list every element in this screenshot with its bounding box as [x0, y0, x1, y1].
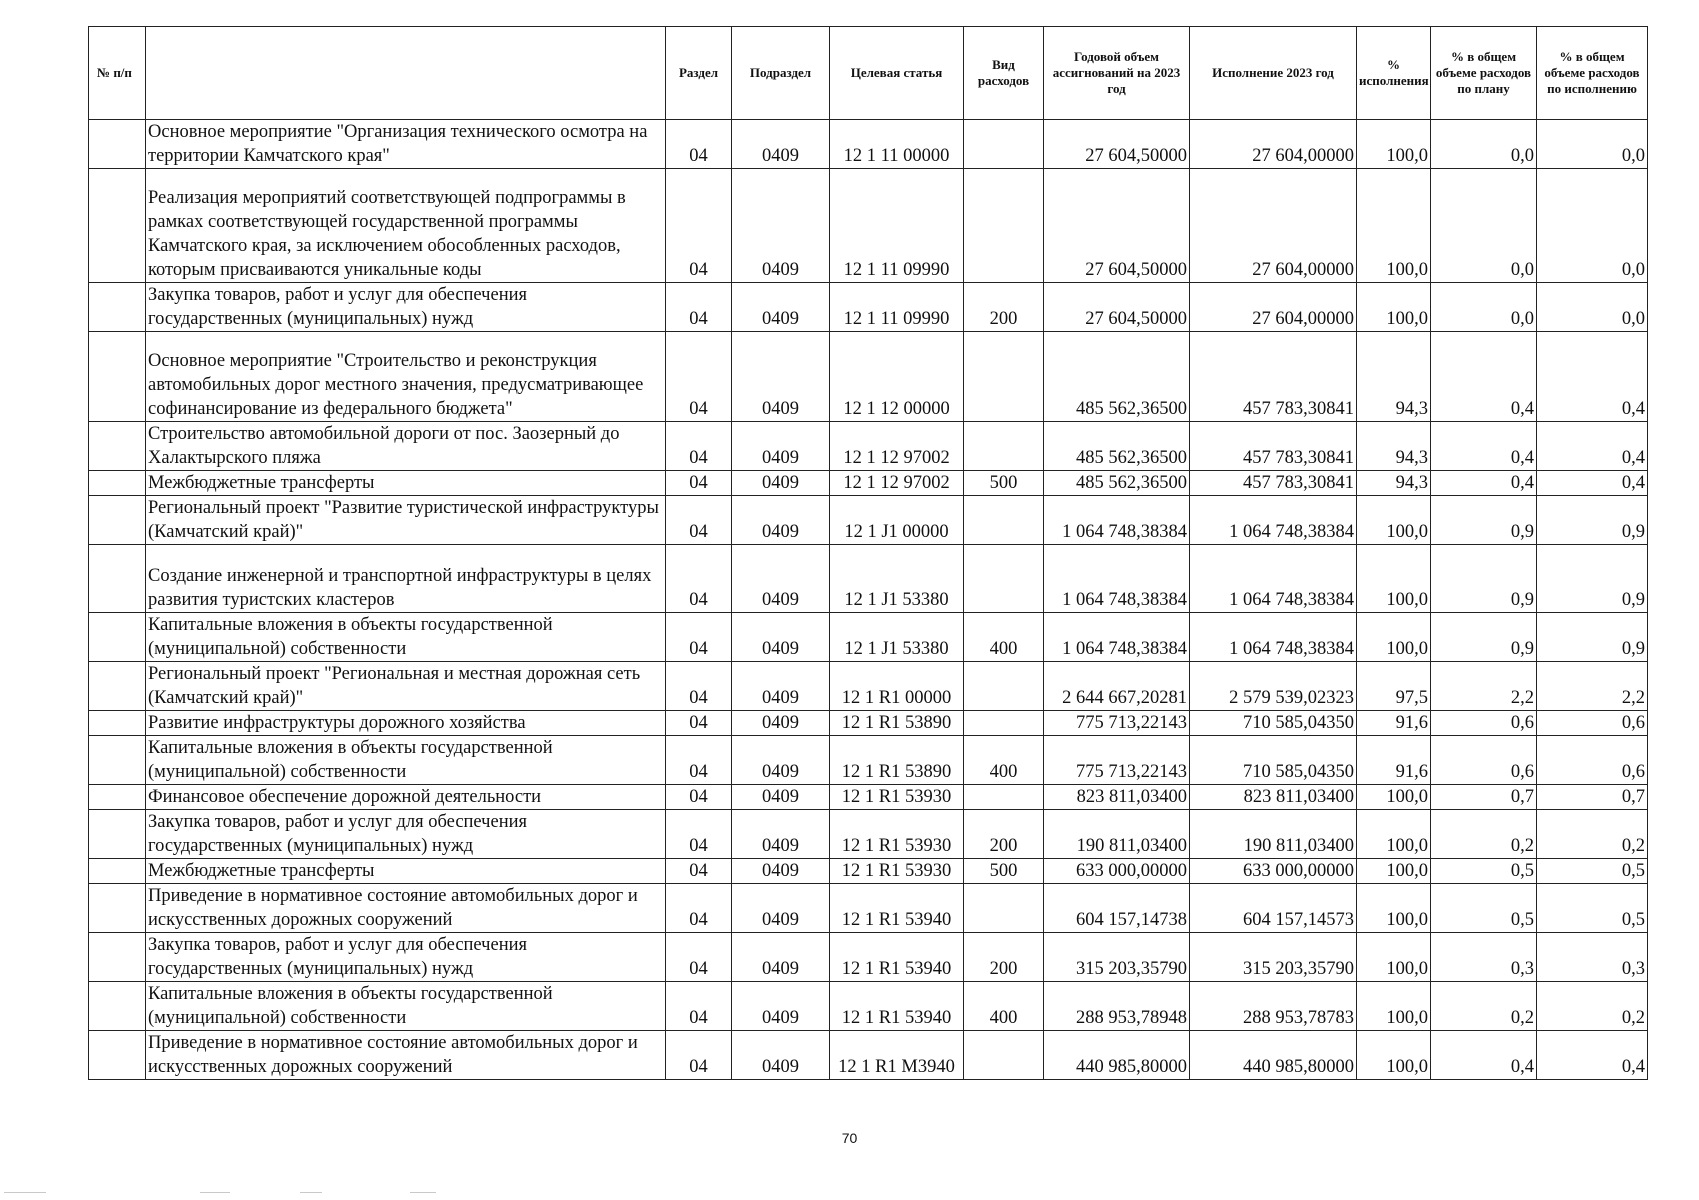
target-article-cell: 12 1 R1 53940	[830, 933, 964, 982]
annual-allocation-cell: 485 562,36500	[1044, 332, 1190, 422]
podrazdel-cell: 0409	[732, 933, 830, 982]
row-number-cell	[89, 711, 146, 736]
execution-percent-cell: 100,0	[1357, 613, 1431, 662]
table-row	[89, 662, 1648, 711]
razdel-cell: 04	[666, 859, 732, 884]
item-name-cell: Капитальные вложения в объекты государственной (муниципальной) собственности	[146, 982, 666, 1031]
table-row	[89, 1031, 1648, 1080]
annual-allocation-cell: 190 811,03400	[1044, 810, 1190, 859]
table-row	[89, 613, 1648, 662]
podrazdel-cell: 0409	[732, 1031, 830, 1080]
share-plan-cell: 0,7	[1431, 785, 1537, 810]
target-article-cell: 12 1 12 97002	[830, 471, 964, 496]
target-article-cell: 12 1 R1 00000	[830, 662, 964, 711]
share-plan-cell: 0,9	[1431, 613, 1537, 662]
podrazdel-cell: 0409	[732, 283, 830, 332]
budget-execution-table	[88, 26, 1648, 1080]
share-plan-cell: 0,5	[1431, 884, 1537, 933]
header-number: № п/п	[89, 27, 146, 120]
podrazdel-cell: 0409	[732, 545, 830, 613]
table-header	[89, 27, 1648, 120]
header-share-plan: % в общем объеме расходов по плану	[1431, 27, 1537, 120]
row-number-cell	[89, 982, 146, 1031]
share-execution-cell: 0,6	[1537, 711, 1648, 736]
annual-allocation-cell: 604 157,14738	[1044, 884, 1190, 933]
share-plan-cell: 0,0	[1431, 120, 1537, 169]
share-plan-cell: 0,4	[1431, 422, 1537, 471]
execution-percent-cell: 91,6	[1357, 711, 1431, 736]
share-plan-cell: 0,4	[1431, 1031, 1537, 1080]
annual-allocation-cell: 440 985,80000	[1044, 1031, 1190, 1080]
execution-percent-cell: 100,0	[1357, 933, 1431, 982]
expense-type-cell	[964, 711, 1044, 736]
execution-cell: 27 604,00000	[1190, 169, 1357, 283]
execution-percent-cell: 100,0	[1357, 545, 1431, 613]
row-number-cell	[89, 859, 146, 884]
podrazdel-cell: 0409	[732, 496, 830, 545]
target-article-cell: 12 1 11 00000	[830, 120, 964, 169]
share-execution-cell: 0,6	[1537, 736, 1648, 785]
podrazdel-cell: 0409	[732, 884, 830, 933]
item-name-cell: Приведение в нормативное состояние автомобильных дорог и искусственных дорожных сооружений	[146, 884, 666, 933]
annual-allocation-cell: 27 604,50000	[1044, 120, 1190, 169]
row-number-cell	[89, 496, 146, 545]
header-execution-percent: % исполнения	[1357, 27, 1431, 120]
podrazdel-cell: 0409	[732, 422, 830, 471]
header-share-execution: % в общем объеме расходов по исполнению	[1537, 27, 1648, 120]
target-article-cell: 12 1 J1 53380	[830, 545, 964, 613]
target-article-cell: 12 1 R1 M3940	[830, 1031, 964, 1080]
share-plan-cell: 0,3	[1431, 933, 1537, 982]
header-target-article: Целевая статья	[830, 27, 964, 120]
share-plan-cell: 0,5	[1431, 859, 1537, 884]
share-execution-cell: 0,0	[1537, 120, 1648, 169]
expense-type-cell: 400	[964, 982, 1044, 1031]
table-row	[89, 422, 1648, 471]
execution-percent-cell: 100,0	[1357, 1031, 1431, 1080]
target-article-cell: 12 1 11 09990	[830, 283, 964, 332]
razdel-cell: 04	[666, 810, 732, 859]
execution-percent-cell: 100,0	[1357, 785, 1431, 810]
razdel-cell: 04	[666, 1031, 732, 1080]
item-name-cell: Региональный проект "Региональная и местная дорожная сеть (Камчатский край)"	[146, 662, 666, 711]
row-number-cell	[89, 422, 146, 471]
item-name-cell: Строительство автомобильной дороги от пос. Заозерный до Халактырского пляжа	[146, 422, 666, 471]
execution-percent-cell: 97,5	[1357, 662, 1431, 711]
expense-type-cell: 400	[964, 613, 1044, 662]
annual-allocation-cell: 2 644 667,20281	[1044, 662, 1190, 711]
expense-type-cell	[964, 545, 1044, 613]
razdel-cell: 04	[666, 884, 732, 933]
razdel-cell: 04	[666, 496, 732, 545]
expense-type-cell: 200	[964, 283, 1044, 332]
target-article-cell: 12 1 R1 53940	[830, 884, 964, 933]
execution-cell: 27 604,00000	[1190, 120, 1357, 169]
table-row	[89, 120, 1648, 169]
target-article-cell: 12 1 R1 53930	[830, 785, 964, 810]
podrazdel-cell: 0409	[732, 662, 830, 711]
share-execution-cell: 0,9	[1537, 496, 1648, 545]
header-podrazdel: Подраздел	[732, 27, 830, 120]
row-number-cell	[89, 810, 146, 859]
row-number-cell	[89, 169, 146, 283]
annual-allocation-cell: 823 811,03400	[1044, 785, 1190, 810]
annual-allocation-cell: 288 953,78948	[1044, 982, 1190, 1031]
expense-type-cell	[964, 785, 1044, 810]
header-row	[89, 27, 1648, 120]
razdel-cell: 04	[666, 332, 732, 422]
share-plan-cell: 2,2	[1431, 662, 1537, 711]
share-plan-cell: 0,9	[1431, 545, 1537, 613]
share-execution-cell: 0,2	[1537, 982, 1648, 1031]
scan-artifact-marks	[0, 1190, 480, 1196]
header-razdel: Раздел	[666, 27, 732, 120]
row-number-cell	[89, 120, 146, 169]
item-name-cell: Капитальные вложения в объекты государственной (муниципальной) собственности	[146, 736, 666, 785]
execution-cell: 2 579 539,02323	[1190, 662, 1357, 711]
table-row	[89, 545, 1648, 613]
header-execution: Исполнение 2023 год	[1190, 27, 1357, 120]
share-execution-cell: 0,0	[1537, 169, 1648, 283]
execution-cell: 190 811,03400	[1190, 810, 1357, 859]
table-row	[89, 332, 1648, 422]
share-plan-cell: 0,9	[1431, 496, 1537, 545]
header-name	[146, 27, 666, 120]
razdel-cell: 04	[666, 120, 732, 169]
share-execution-cell: 0,5	[1537, 884, 1648, 933]
share-execution-cell: 0,9	[1537, 545, 1648, 613]
expense-type-cell: 500	[964, 471, 1044, 496]
razdel-cell: 04	[666, 169, 732, 283]
execution-percent-cell: 91,6	[1357, 736, 1431, 785]
target-article-cell: 12 1 R1 53930	[830, 859, 964, 884]
item-name-cell: Межбюджетные трансферты	[146, 859, 666, 884]
header-annual-allocation: Годовой объем ассигнований на 2023 год	[1044, 27, 1190, 120]
podrazdel-cell: 0409	[732, 613, 830, 662]
share-plan-cell: 0,4	[1431, 471, 1537, 496]
table-row	[89, 810, 1648, 859]
row-number-cell	[89, 933, 146, 982]
execution-percent-cell: 100,0	[1357, 859, 1431, 884]
item-name-cell: Закупка товаров, работ и услуг для обеспечения государственных (муниципальных) нужд	[146, 933, 666, 982]
podrazdel-cell: 0409	[732, 785, 830, 810]
annual-allocation-cell: 775 713,22143	[1044, 711, 1190, 736]
expense-type-cell	[964, 496, 1044, 545]
podrazdel-cell: 0409	[732, 169, 830, 283]
razdel-cell: 04	[666, 933, 732, 982]
share-execution-cell: 0,3	[1537, 933, 1648, 982]
share-execution-cell: 0,5	[1537, 859, 1648, 884]
execution-percent-cell: 100,0	[1357, 283, 1431, 332]
expense-type-cell	[964, 332, 1044, 422]
execution-cell: 457 783,30841	[1190, 422, 1357, 471]
execution-cell: 27 604,00000	[1190, 283, 1357, 332]
execution-percent-cell: 94,3	[1357, 332, 1431, 422]
target-article-cell: 12 1 R1 53890	[830, 711, 964, 736]
row-number-cell	[89, 662, 146, 711]
table-row	[89, 785, 1648, 810]
target-article-cell: 12 1 R1 53930	[830, 810, 964, 859]
execution-cell: 440 985,80000	[1190, 1031, 1357, 1080]
podrazdel-cell: 0409	[732, 982, 830, 1031]
razdel-cell: 04	[666, 283, 732, 332]
annual-allocation-cell: 1 064 748,38384	[1044, 496, 1190, 545]
row-number-cell	[89, 283, 146, 332]
share-execution-cell: 0,9	[1537, 613, 1648, 662]
execution-percent-cell: 94,3	[1357, 422, 1431, 471]
execution-cell: 1 064 748,38384	[1190, 496, 1357, 545]
annual-allocation-cell: 485 562,36500	[1044, 422, 1190, 471]
item-name-cell: Межбюджетные трансферты	[146, 471, 666, 496]
expense-type-cell: 500	[964, 859, 1044, 884]
annual-allocation-cell: 485 562,36500	[1044, 471, 1190, 496]
table-row	[89, 982, 1648, 1031]
row-number-cell	[89, 736, 146, 785]
item-name-cell: Реализация мероприятий соответствующей подпрограммы в рамках соответствующей государственной программы Камчатского края, за исключением обособленных расходов, которым присваиваются уникальные коды	[146, 169, 666, 283]
share-plan-cell: 0,6	[1431, 736, 1537, 785]
execution-percent-cell: 100,0	[1357, 169, 1431, 283]
share-execution-cell: 0,4	[1537, 1031, 1648, 1080]
expense-type-cell	[964, 1031, 1044, 1080]
execution-cell: 288 953,78783	[1190, 982, 1357, 1031]
execution-cell: 710 585,04350	[1190, 711, 1357, 736]
razdel-cell: 04	[666, 471, 732, 496]
execution-cell: 604 157,14573	[1190, 884, 1357, 933]
annual-allocation-cell: 1 064 748,38384	[1044, 613, 1190, 662]
execution-percent-cell: 100,0	[1357, 120, 1431, 169]
item-name-cell: Региональный проект "Развитие туристической инфраструктуры (Камчатский край)"	[146, 496, 666, 545]
execution-cell: 633 000,00000	[1190, 859, 1357, 884]
table-row	[89, 859, 1648, 884]
item-name-cell: Создание инженерной и транспортной инфраструктуры в целях развития туристских кластеров	[146, 545, 666, 613]
execution-cell: 823 811,03400	[1190, 785, 1357, 810]
execution-percent-cell: 100,0	[1357, 810, 1431, 859]
share-execution-cell: 0,4	[1537, 332, 1648, 422]
row-number-cell	[89, 1031, 146, 1080]
annual-allocation-cell: 27 604,50000	[1044, 169, 1190, 283]
podrazdel-cell: 0409	[732, 859, 830, 884]
share-plan-cell: 0,2	[1431, 982, 1537, 1031]
table-row	[89, 884, 1648, 933]
share-plan-cell: 0,0	[1431, 169, 1537, 283]
annual-allocation-cell: 1 064 748,38384	[1044, 545, 1190, 613]
podrazdel-cell: 0409	[732, 332, 830, 422]
execution-percent-cell: 100,0	[1357, 496, 1431, 545]
podrazdel-cell: 0409	[732, 471, 830, 496]
execution-cell: 1 064 748,38384	[1190, 545, 1357, 613]
table-row	[89, 169, 1648, 283]
expense-type-cell	[964, 662, 1044, 711]
share-plan-cell: 0,4	[1431, 332, 1537, 422]
razdel-cell: 04	[666, 711, 732, 736]
expense-type-cell	[964, 884, 1044, 933]
razdel-cell: 04	[666, 736, 732, 785]
expense-type-cell	[964, 120, 1044, 169]
page-number: 70	[841, 1130, 858, 1146]
razdel-cell: 04	[666, 785, 732, 810]
razdel-cell: 04	[666, 662, 732, 711]
table-row	[89, 736, 1648, 785]
share-execution-cell: 0,4	[1537, 422, 1648, 471]
item-name-cell: Развитие инфраструктуры дорожного хозяйства	[146, 711, 666, 736]
target-article-cell: 12 1 R1 53940	[830, 982, 964, 1031]
expense-type-cell: 200	[964, 933, 1044, 982]
target-article-cell: 12 1 12 00000	[830, 332, 964, 422]
razdel-cell: 04	[666, 422, 732, 471]
item-name-cell: Закупка товаров, работ и услуг для обеспечения государственных (муниципальных) нужд	[146, 283, 666, 332]
share-plan-cell: 0,2	[1431, 810, 1537, 859]
expense-type-cell	[964, 169, 1044, 283]
podrazdel-cell: 0409	[732, 810, 830, 859]
expense-type-cell: 200	[964, 810, 1044, 859]
share-execution-cell: 0,2	[1537, 810, 1648, 859]
podrazdel-cell: 0409	[732, 736, 830, 785]
podrazdel-cell: 0409	[732, 120, 830, 169]
target-article-cell: 12 1 11 09990	[830, 169, 964, 283]
row-number-cell	[89, 613, 146, 662]
row-number-cell	[89, 884, 146, 933]
item-name-cell: Финансовое обеспечение дорожной деятельности	[146, 785, 666, 810]
item-name-cell: Закупка товаров, работ и услуг для обеспечения государственных (муниципальных) нужд	[146, 810, 666, 859]
target-article-cell: 12 1 J1 00000	[830, 496, 964, 545]
execution-cell: 710 585,04350	[1190, 736, 1357, 785]
header-expense-type: Вид расходов	[964, 27, 1044, 120]
execution-cell: 457 783,30841	[1190, 332, 1357, 422]
razdel-cell: 04	[666, 613, 732, 662]
target-article-cell: 12 1 12 97002	[830, 422, 964, 471]
row-number-cell	[89, 545, 146, 613]
execution-percent-cell: 100,0	[1357, 884, 1431, 933]
share-execution-cell: 2,2	[1537, 662, 1648, 711]
expense-type-cell	[964, 422, 1044, 471]
expense-type-cell: 400	[964, 736, 1044, 785]
podrazdel-cell: 0409	[732, 711, 830, 736]
target-article-cell: 12 1 J1 53380	[830, 613, 964, 662]
item-name-cell: Основное мероприятие "Организация технического осмотра на территории Камчатского края"	[146, 120, 666, 169]
row-number-cell	[89, 785, 146, 810]
annual-allocation-cell: 775 713,22143	[1044, 736, 1190, 785]
table-row	[89, 711, 1648, 736]
razdel-cell: 04	[666, 545, 732, 613]
execution-percent-cell: 100,0	[1357, 982, 1431, 1031]
execution-percent-cell: 94,3	[1357, 471, 1431, 496]
share-plan-cell: 0,0	[1431, 283, 1537, 332]
item-name-cell: Капитальные вложения в объекты государственной (муниципальной) собственности	[146, 613, 666, 662]
annual-allocation-cell: 315 203,35790	[1044, 933, 1190, 982]
table-row	[89, 283, 1648, 332]
item-name-cell: Приведение в нормативное состояние автомобильных дорог и искусственных дорожных сооружений	[146, 1031, 666, 1080]
item-name-cell: Основное мероприятие "Строительство и реконструкция автомобильных дорог местного значения, предусматривающее софинансирование из федерального бюджета"	[146, 332, 666, 422]
share-execution-cell: 0,4	[1537, 471, 1648, 496]
row-number-cell	[89, 332, 146, 422]
annual-allocation-cell: 633 000,00000	[1044, 859, 1190, 884]
share-execution-cell: 0,0	[1537, 283, 1648, 332]
annual-allocation-cell: 27 604,50000	[1044, 283, 1190, 332]
table-row	[89, 496, 1648, 545]
execution-cell: 315 203,35790	[1190, 933, 1357, 982]
execution-cell: 457 783,30841	[1190, 471, 1357, 496]
table-row	[89, 933, 1648, 982]
razdel-cell: 04	[666, 982, 732, 1031]
execution-cell: 1 064 748,38384	[1190, 613, 1357, 662]
row-number-cell	[89, 471, 146, 496]
table-body	[89, 120, 1648, 1080]
target-article-cell: 12 1 R1 53890	[830, 736, 964, 785]
table-row	[89, 471, 1648, 496]
share-plan-cell: 0,6	[1431, 711, 1537, 736]
share-execution-cell: 0,7	[1537, 785, 1648, 810]
